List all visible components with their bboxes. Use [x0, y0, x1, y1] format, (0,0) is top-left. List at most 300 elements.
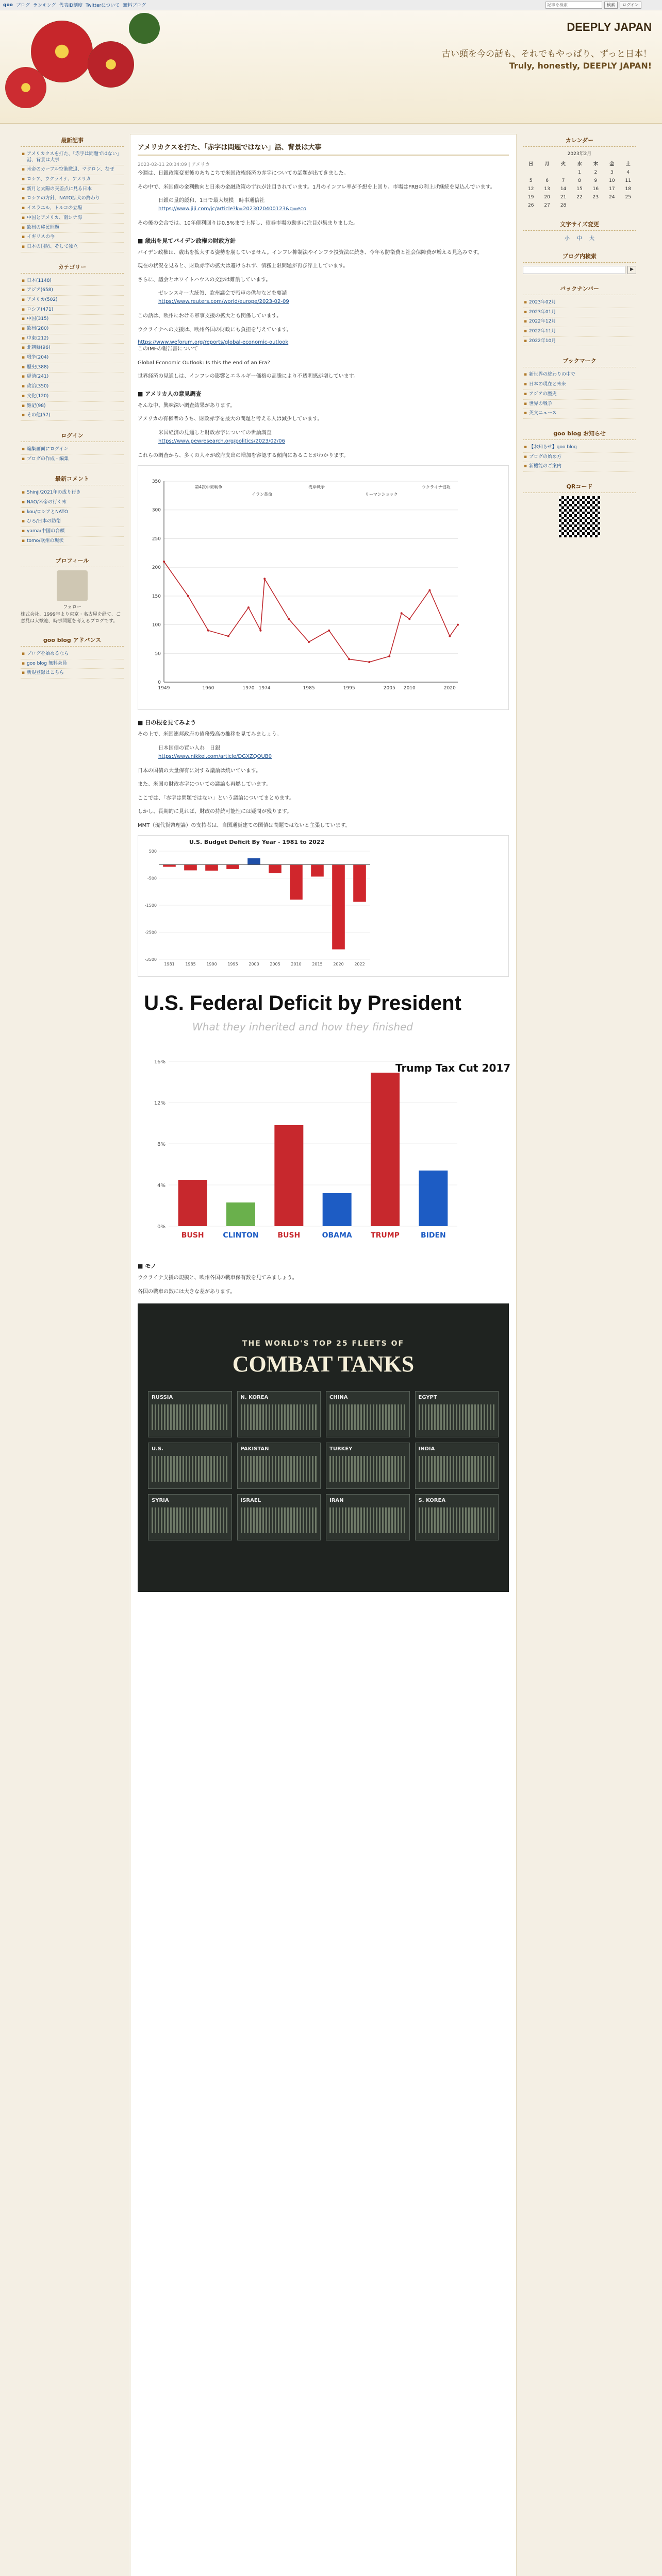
- archive-link[interactable]: ▪ 2023年01月: [523, 308, 636, 318]
- bookmark-box: [523, 354, 636, 418]
- data-point: [388, 655, 390, 657]
- calendar-day[interactable]: 22: [576, 195, 583, 200]
- calendar-day[interactable]: [523, 168, 539, 177]
- post-paragraph: このIMFの報告書について: [138, 346, 198, 352]
- y-tick-label: 4%: [157, 1183, 166, 1189]
- y-tick-label: 0: [158, 680, 161, 685]
- calendar-day[interactable]: 25: [625, 195, 631, 200]
- chart-title: U.S. Federal Deficit by President: [144, 992, 461, 1014]
- calendar-day[interactable]: 8: [578, 178, 581, 183]
- font-size-box: [523, 218, 636, 242]
- article-link[interactable]: https://www.weforum.org/reports/global-economic-outlook: [138, 340, 289, 345]
- section-heading: ■ アメリカ人の意見調査: [138, 390, 202, 397]
- recent-post-link[interactable]: ▪ 日本の国防、そして独立: [21, 243, 124, 252]
- calendar-day[interactable]: 14: [560, 187, 567, 192]
- tank-country-card: [237, 1391, 321, 1437]
- bookmark-link[interactable]: ▪ 世界の戦争: [523, 400, 636, 410]
- comment-link[interactable]: ▪ kou/ロシアとNATO: [21, 508, 124, 518]
- y-tick-label: 12%: [154, 1100, 166, 1106]
- camellia-image: [5, 67, 46, 108]
- bookmark-link[interactable]: ▪ 日本の現在と未来: [523, 380, 636, 390]
- post-paragraph: これらの調査から、多くの人々が政府支出の増加を容認する傾向にあることがわかります。: [138, 452, 349, 459]
- category-link[interactable]: ▪ 中国(315): [21, 315, 124, 325]
- president-label: CLINTON: [223, 1231, 259, 1240]
- post-paragraph: Global Economic Outlook: Is this the end of an Era?: [138, 360, 270, 366]
- x-tick-label: 1995: [227, 962, 238, 967]
- oil-price-chart-svg: [138, 466, 468, 708]
- post-paragraph: この話は、欧州における軍事支援の拡大とも関係しています。: [138, 313, 282, 319]
- president-bar: [274, 1125, 303, 1226]
- y-tick-label: 250: [152, 536, 161, 542]
- calendar-day[interactable]: 13: [544, 187, 550, 192]
- blog-header: [0, 10, 662, 124]
- profile-box: [21, 554, 124, 625]
- calendar-table: [523, 159, 636, 210]
- calendar-month: 2023年2月: [567, 151, 592, 157]
- recent-post-link[interactable]: ▪ イスラエル、トルコの立場: [21, 204, 124, 214]
- camellia-image: [88, 41, 134, 88]
- login-title: ログイン: [21, 429, 124, 442]
- calendar-day[interactable]: 7: [561, 178, 565, 183]
- president-bar: [323, 1193, 352, 1226]
- chart-annotation: Trump Tax Cut 2017: [395, 1062, 511, 1074]
- president-label: OBAMA: [322, 1231, 352, 1240]
- president-label: BUSH: [181, 1231, 204, 1240]
- deficit-bar: [226, 865, 239, 869]
- recent-posts-title: 最新記事: [21, 134, 124, 147]
- qr-box: [523, 480, 636, 537]
- country-name: TURKEY: [329, 1446, 353, 1452]
- series-line: [164, 562, 458, 662]
- data-point: [328, 630, 330, 632]
- deficit-bar: [353, 865, 366, 902]
- calendar: [523, 134, 636, 210]
- x-tick-label: 1981: [164, 962, 175, 967]
- quote-link[interactable]: https://www.pewresearch.org/politics/2023/02/06: [158, 438, 285, 444]
- post-paragraph: また、米国の財政赤字についての議論も再燃しています。: [138, 782, 271, 787]
- post-paragraph: 現在の状況を見ると、財政赤字の拡大は避けられず、債務上限問題が再び浮上しています。: [138, 263, 349, 269]
- data-point: [308, 641, 310, 643]
- blog-search-button[interactable]: ▶: [627, 266, 636, 274]
- weekday-label: 木: [593, 162, 598, 167]
- goo-notice-box: [523, 427, 636, 472]
- category-link[interactable]: ▪ 戦争(204): [21, 353, 124, 363]
- goo-notice-title: goo blog お知らせ: [523, 427, 636, 440]
- goo-notice-link[interactable]: ▪ 新機能のご案内: [523, 462, 636, 472]
- quote-text: 日本国債の買い入れ 日銀: [158, 745, 220, 751]
- post-paragraph: 今週は、日銀政策変更後のあちこちで米国政権経済の赤字についての話題が出てきました。: [138, 171, 349, 176]
- president-label: BIDEN: [420, 1231, 446, 1240]
- calendar-day[interactable]: 24: [609, 195, 615, 200]
- recent-comments-title: 最新コメント: [21, 472, 124, 485]
- chart-annotation: 第4次中東戦争: [195, 485, 223, 489]
- president-bar: [419, 1171, 448, 1226]
- country-name: RUSSIA: [152, 1395, 173, 1400]
- bookmark-link[interactable]: ▪ 新世界の終わりの中で: [523, 370, 636, 380]
- category-link[interactable]: ▪ アジア(658): [21, 286, 124, 296]
- x-tick-label: 2010: [291, 962, 302, 967]
- weekday-label: 水: [577, 162, 582, 167]
- data-point: [207, 630, 209, 632]
- section-heading: ■ モノ: [138, 1263, 157, 1269]
- calendar-day[interactable]: 17: [609, 187, 615, 192]
- recent-post-link[interactable]: ▪ アメリカクスを打た、「赤字は問題ではない」話、背景は大事: [21, 150, 124, 165]
- tank-country-card: [415, 1443, 499, 1489]
- ad-title: goo blog アドバンス: [21, 634, 124, 647]
- top-bar: [0, 0, 662, 10]
- comment-link[interactable]: ▪ tomo/欧州の現状: [21, 537, 124, 547]
- category-link[interactable]: ▪ アメリカ(502): [21, 296, 124, 306]
- calendar-day[interactable]: 18: [625, 187, 631, 192]
- chart-annotation: ウクライナ侵攻: [422, 485, 451, 489]
- category-link[interactable]: ▪ 北朝鮮(96): [21, 344, 124, 353]
- chart-annotation: イラン革命: [252, 492, 272, 497]
- post-paragraph: MMT（現代貨幣理論）の支持者は、自国通貨建ての国債は問題ではないと主張しています。: [138, 822, 351, 828]
- bookmark-link[interactable]: ▪ 英文ニュース: [523, 409, 636, 419]
- country-name: CHINA: [329, 1395, 348, 1400]
- calendar-day[interactable]: 19: [527, 195, 534, 200]
- data-point: [263, 578, 266, 580]
- data-point: [368, 661, 370, 663]
- deficit-bar: [311, 865, 324, 876]
- y-tick-label: 500: [148, 849, 157, 854]
- data-point: [163, 561, 165, 563]
- category-link[interactable]: ▪ その他(57): [21, 411, 124, 421]
- y-tick-label: 350: [152, 479, 161, 484]
- data-point: [247, 606, 250, 608]
- category-link[interactable]: ▪ 歴史(388): [21, 363, 124, 373]
- quote-link[interactable]: https://www.nikkei.com/article/DGXZQOUB0: [158, 753, 272, 759]
- calendar-day[interactable]: 11: [625, 178, 631, 183]
- tank-country-card: [237, 1443, 321, 1489]
- y-tick-label: 300: [152, 507, 161, 513]
- chart-title: U.S. Budget Deficit By Year - 1981 to 2022: [189, 839, 325, 845]
- post-paragraph: 各国の戦車の数には大きな差があります。: [138, 1289, 236, 1295]
- calendar-day[interactable]: 5: [529, 178, 533, 183]
- category-link[interactable]: ▪ 経済(241): [21, 372, 124, 382]
- data-point: [187, 595, 189, 597]
- post-paragraph: アメリカの有権者のうち、財政赤字を最大の問題と考える人は減少しています。: [138, 416, 323, 422]
- backnumber-box: [523, 282, 636, 346]
- category-link[interactable]: ▪ 欧州(280): [21, 325, 124, 334]
- weekday-label: 日: [528, 162, 534, 167]
- recent-post-link[interactable]: ▪ 中国とアメリカ、南シナ海: [21, 214, 124, 224]
- create-blog-link[interactable]: ▪ ブログの作成・編集: [21, 455, 124, 465]
- calendar-day[interactable]: 6: [545, 178, 549, 183]
- calendar-day[interactable]: [571, 201, 587, 210]
- calendar-day[interactable]: 21: [560, 195, 567, 200]
- calendar-day[interactable]: [588, 201, 604, 210]
- top-link-id[interactable]: 代表ID制度: [59, 3, 83, 8]
- data-point: [408, 618, 410, 620]
- calendar-day[interactable]: [620, 201, 636, 210]
- ad-box: [21, 634, 124, 679]
- profile-title: プロフィール: [21, 554, 124, 567]
- y-tick-label: -1500: [144, 903, 157, 908]
- login-box: [21, 429, 124, 464]
- ad-link[interactable]: ▪ 新規登録はこちら: [21, 669, 124, 679]
- x-tick-label: 2020: [443, 686, 456, 691]
- chart-annotation: 湾岸戦争: [308, 485, 325, 489]
- calendar-day[interactable]: [539, 168, 555, 177]
- archive-link[interactable]: ▪ 2023年02月: [523, 298, 636, 308]
- top-login-button[interactable]: ログイン: [620, 2, 641, 9]
- deficit-by-president-chart: [138, 984, 509, 1253]
- right-sidebar: [523, 134, 636, 2576]
- goo-notice-link[interactable]: ▪ ブログの始め方: [523, 453, 636, 463]
- backnumber-title: バックナンバー: [523, 282, 636, 295]
- bookmark-link[interactable]: ▪ アジアの歴史: [523, 390, 636, 400]
- tank-country-card: [415, 1494, 499, 1540]
- tank-country-card: [326, 1391, 410, 1437]
- calendar-day[interactable]: 12: [527, 187, 534, 192]
- ad-link[interactable]: ▪ ブログを始めるなら: [21, 650, 124, 659]
- quote-text: ゼレンスキー大統領、欧州議会で戦車の供与などを要請: [158, 291, 287, 296]
- recent-post-link[interactable]: ▪ 新月と太陽の交差点に見る日本: [21, 185, 124, 195]
- y-tick-label: 150: [152, 594, 161, 599]
- recent-post-link[interactable]: ▪ イギリスの今: [21, 233, 124, 243]
- data-point: [401, 612, 403, 614]
- y-tick-label: 16%: [154, 1059, 166, 1065]
- x-tick-label: 2015: [312, 962, 323, 967]
- blog-subtitle: 古い頭を今の話も、それでもやっぱり、ずっと日本！: [442, 49, 652, 59]
- post-quote: [158, 429, 509, 446]
- x-tick-label: 2005: [270, 962, 280, 967]
- recent-post-link[interactable]: ▪ ロシア、ウクライナ、アメリカ: [21, 175, 124, 185]
- blog-search-input[interactable]: [523, 266, 625, 274]
- deficit-by-year-chart: [138, 835, 509, 977]
- x-tick-label: 1974: [258, 686, 271, 691]
- post-paragraph: ここでは、「赤字は問題ではない」という議論についてまとめます。: [138, 795, 294, 801]
- data-point: [457, 624, 459, 626]
- president-bar: [226, 1202, 255, 1226]
- recent-post-link[interactable]: ▪ 欧州の移民問題: [21, 224, 124, 233]
- post-quote: [158, 197, 509, 213]
- x-tick-label: 1985: [303, 686, 315, 691]
- left-sidebar: [21, 134, 124, 2576]
- category-link[interactable]: ▪ 日本(1148): [21, 277, 124, 286]
- tanks-subtitle: THE WORLD'S TOP 25 FLEETS OF: [242, 1340, 405, 1348]
- top-search-input[interactable]: [545, 2, 602, 9]
- blog-search-title: ブログ内検索: [523, 250, 636, 263]
- section-heading: ■ 日の根を見てみよう: [138, 719, 196, 726]
- deficit-bar: [269, 865, 282, 873]
- comment-link[interactable]: ▪ yama/中国の台頭: [21, 527, 124, 537]
- post-paragraph: その中で、米国債の金利動向と日米の金融政策のずれが注目されています。1月のインフレ率が予想を上回り、市場はFRBの利上げ継続を見込んでいます。: [138, 184, 495, 190]
- quote-link[interactable]: https://www.jiji.com/jc/article?k=2023020400123&g=eco: [158, 206, 307, 212]
- data-point: [449, 635, 451, 637]
- deficit-bar: [163, 865, 176, 867]
- category-link[interactable]: ▪ 中東(212): [21, 334, 124, 344]
- calendar-day[interactable]: 16: [592, 187, 599, 192]
- login-link[interactable]: ▪ 編集画面にログイン: [21, 445, 124, 455]
- category-link[interactable]: ▪ ロシア(471): [21, 306, 124, 315]
- weekday-label: 土: [625, 162, 631, 167]
- quote-text: 日銀の量的緩和、1日で最大規模 時事通信社: [158, 198, 265, 204]
- tank-country-card: [148, 1494, 232, 1540]
- y-tick-label: -500: [147, 876, 157, 881]
- calendar-day[interactable]: 28: [560, 203, 567, 208]
- post-paragraph: ウクライナ支援の規模と、欧州各国の戦車保有数を見てみましょう。: [138, 1275, 297, 1281]
- bookmark-title: ブックマーク: [523, 354, 636, 367]
- deficit-bar: [205, 865, 218, 871]
- post-paragraph: 世界経済の見通しは、インフレの影響とエネルギー価格の高騰により不透明感が増しています。: [138, 374, 359, 379]
- quote-link[interactable]: https://www.reuters.com/world/europe/2023-02-09: [158, 299, 289, 304]
- top-link-ranking[interactable]: ランキング: [32, 3, 56, 8]
- x-tick-label: 1970: [242, 686, 255, 691]
- weekday-label: 金: [609, 162, 615, 167]
- calendar-day[interactable]: 15: [576, 187, 583, 192]
- recent-post-link[interactable]: ▪ 米帝のカーブル空港撤退、マクロン、なぜ: [21, 165, 124, 175]
- post-quote: [158, 744, 509, 761]
- recent-posts: [21, 134, 124, 252]
- calendar-day[interactable]: 9: [594, 178, 598, 183]
- tank-country-card: [326, 1494, 410, 1540]
- font-small-button[interactable]: 小: [565, 236, 570, 242]
- chart-annotation: リーマンショック: [365, 492, 398, 497]
- country-name: IRAN: [329, 1498, 344, 1503]
- country-name: S. KOREA: [418, 1498, 446, 1503]
- president-bar: [371, 1073, 400, 1226]
- archive-link[interactable]: ▪ 2022年11月: [523, 327, 636, 337]
- post-paragraph: 日本の国債の大量保有に対する議論は続いています。: [138, 768, 261, 774]
- deficit-by-president-svg: [138, 984, 511, 1252]
- goo-logo[interactable]: goo: [3, 2, 13, 8]
- post-date: 2023-02-11 20:34:09 | アメリカ: [138, 162, 210, 167]
- qr-title: QRコード: [523, 480, 636, 493]
- calendar-title: カレンダー: [523, 134, 636, 147]
- y-tick-label: 100: [152, 622, 161, 628]
- calendar-day[interactable]: 10: [609, 178, 615, 183]
- avatar: [57, 570, 88, 601]
- y-tick-label: 200: [152, 565, 161, 571]
- tank-country-card: [148, 1391, 232, 1437]
- top-search-button[interactable]: 検索: [604, 2, 618, 9]
- recent-post-link[interactable]: ▪ ロシアの方針、NATO拡大の終わり: [21, 194, 124, 204]
- post-paragraph: その上で、米国連邦政府の債務残高の推移を見てみましょう。: [138, 732, 282, 737]
- country-name: N. KOREA: [240, 1395, 269, 1400]
- tank-country-card: [237, 1494, 321, 1540]
- x-tick-label: 2010: [403, 686, 416, 691]
- comment-link[interactable]: ▪ Shinji/2021年の成り行き: [21, 488, 124, 498]
- post-title[interactable]: アメリカクスを打た、「赤字は問題ではない」話、背景は大事: [138, 142, 509, 156]
- y-tick-label: -3500: [144, 957, 157, 962]
- x-tick-label: 1990: [206, 962, 217, 967]
- font-size-title: 文字サイズ変更: [523, 218, 636, 231]
- category-link[interactable]: ▪ 文化(120): [21, 392, 124, 402]
- quote-text: 米国経済の見通しと財政赤字についての世論調査: [158, 430, 272, 436]
- deficit-bar: [332, 865, 345, 949]
- calendar-day[interactable]: [604, 201, 620, 210]
- post-paragraph: そんな中、興味深い調査結果があります。: [138, 402, 236, 409]
- qr-code-image: [559, 496, 600, 537]
- leaf-image: [129, 13, 160, 44]
- category-link[interactable]: ▪ 雑記(98): [21, 402, 124, 412]
- comment-link[interactable]: ▪ NAO/米帝の行く末: [21, 498, 124, 508]
- deficit-bar: [290, 865, 303, 900]
- font-medium-button[interactable]: 中: [577, 236, 582, 242]
- post-paragraph: しかし、長期的に見れば、財政の持続可能性には疑問が残ります。: [138, 809, 292, 815]
- deficit-bar: [247, 858, 260, 865]
- calendar-day[interactable]: 27: [544, 203, 550, 208]
- president-bar: [178, 1180, 207, 1226]
- post-paragraph: ウクライナへの支援は、欧州各国の財政にも負担を与えています。: [138, 327, 292, 333]
- top-link-free[interactable]: 無料ブログ: [123, 3, 146, 8]
- post-main: [130, 134, 517, 2576]
- x-tick-label: 1960: [202, 686, 214, 691]
- profile-description: 株式会社、1999年より東京・名古屋を経て、ご意見は大歓迎、時事問題を考えるブログです。: [21, 612, 121, 624]
- recent-comments: [21, 472, 124, 546]
- calendar-day[interactable]: 26: [527, 203, 534, 208]
- combat-tanks-infographic: [138, 1303, 509, 1592]
- post-quote: [158, 290, 509, 306]
- y-tick-label: 50: [155, 651, 161, 657]
- ad-link[interactable]: ▪ goo blog 無料会員: [21, 659, 124, 669]
- y-tick-label: 8%: [157, 1142, 166, 1147]
- blog-search-box: [523, 250, 636, 274]
- post-paragraph: その後の会合では、10年債利回りは0.5%まで上昇し、債券市場の動きに注目が集まりました。: [138, 221, 359, 226]
- post-paragraph: さらに、議会とホワイトハウスの交渉は難航しています。: [138, 277, 271, 283]
- data-point: [288, 618, 290, 620]
- comment-link[interactable]: ▪ ひろ/日本の防衛: [21, 517, 124, 527]
- archive-link[interactable]: ▪ 2022年12月: [523, 317, 636, 327]
- data-point: [227, 635, 229, 637]
- country-name: EGYPT: [418, 1395, 437, 1400]
- deficit-bar: [184, 865, 197, 870]
- section-heading: ■ 歳出を見てバイデン政権の財政方針: [138, 237, 236, 244]
- y-tick-label: 0%: [157, 1224, 166, 1230]
- archive-link[interactable]: ▪ 2022年10月: [523, 337, 636, 347]
- top-link-blog[interactable]: ブログ: [15, 3, 30, 8]
- x-tick-label: 2020: [333, 962, 344, 967]
- tank-country-card: [326, 1443, 410, 1489]
- y-tick-label: -2500: [144, 930, 157, 935]
- country-name: INDIA: [418, 1446, 435, 1452]
- calendar-day[interactable]: [555, 168, 571, 177]
- follow-button[interactable]: フォロー: [63, 605, 81, 611]
- x-tick-label: 2022: [354, 962, 365, 967]
- font-large-button[interactable]: 大: [589, 236, 594, 242]
- country-name: ISRAEL: [240, 1498, 261, 1503]
- tanks-title: COMBAT TANKS: [232, 1351, 415, 1377]
- data-point: [348, 658, 350, 660]
- x-tick-label: 1985: [185, 962, 196, 967]
- goo-notice-link[interactable]: ▪ 【お知らせ】goo blog: [523, 443, 636, 453]
- categories-title: カテゴリー: [21, 261, 124, 274]
- post-paragraph: バイデン政権は、歳出を拡大する姿勢を崩していません。インフレ抑制法やインフラ投資法に続き、今年も防衛費と社会保障費が増える見込みです。: [138, 249, 483, 256]
- top-link-twitter[interactable]: Twitterについて: [86, 3, 120, 8]
- weekday-label: 月: [544, 162, 550, 167]
- calendar-day[interactable]: 23: [592, 195, 599, 200]
- weekday-label: 火: [561, 162, 566, 167]
- president-label: TRUMP: [371, 1231, 400, 1240]
- blog-title[interactable]: DEEPLY JAPAN: [567, 21, 652, 33]
- country-name: U.S.: [152, 1446, 163, 1452]
- calendar-day[interactable]: 2: [594, 170, 598, 175]
- calendar-day[interactable]: 4: [626, 170, 630, 175]
- x-tick-label: 1995: [343, 686, 355, 691]
- data-point: [428, 589, 431, 591]
- calendar-day[interactable]: 1: [578, 170, 581, 175]
- tank-country-card: [148, 1443, 232, 1489]
- x-tick-label: 2000: [249, 962, 259, 967]
- calendar-day[interactable]: 3: [610, 170, 614, 175]
- x-tick-label: 1949: [158, 686, 170, 691]
- blog-subtitle-en: Truly, honestly, DEEPLY JAPAN!: [509, 61, 652, 71]
- deficit-by-year-svg: [138, 836, 375, 975]
- category-link[interactable]: ▪ 政治(350): [21, 382, 124, 392]
- calendar-day[interactable]: 20: [544, 195, 550, 200]
